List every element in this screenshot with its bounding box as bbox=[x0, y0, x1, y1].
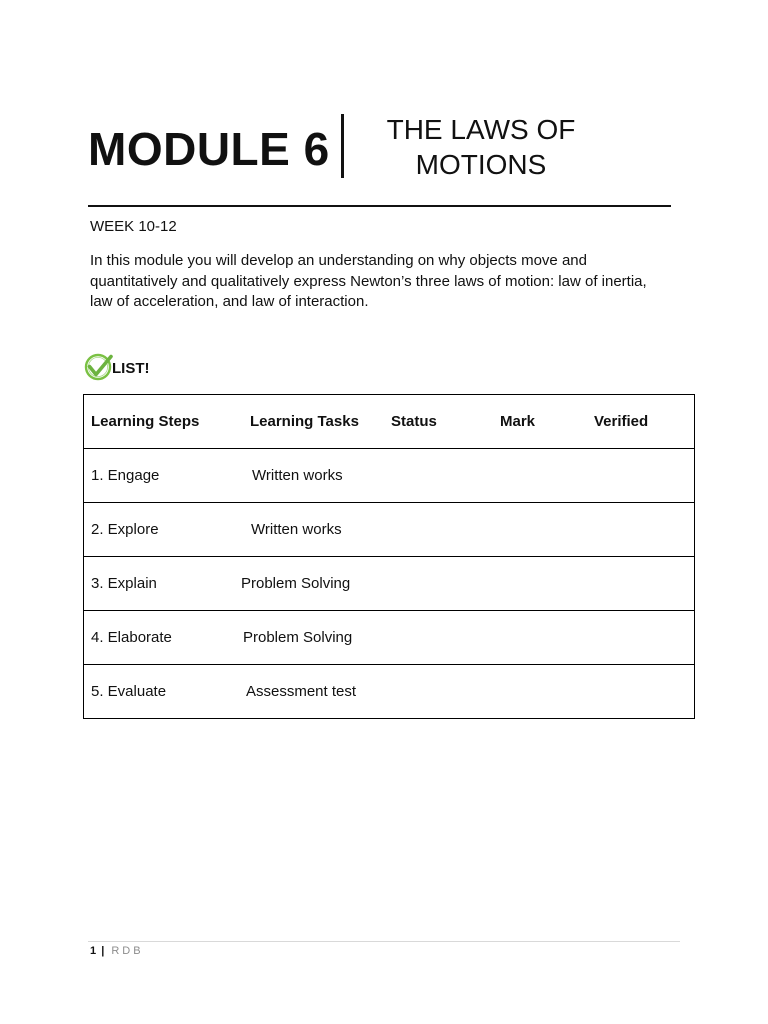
step-cell: 3. Explain bbox=[84, 557, 251, 611]
learning-steps-table bbox=[83, 394, 695, 719]
checkmark-circle-icon bbox=[84, 352, 114, 382]
title-divider bbox=[341, 114, 344, 178]
module-title: MODULE 6 bbox=[88, 123, 330, 175]
checklist-heading bbox=[84, 351, 150, 383]
verified-cell bbox=[594, 611, 695, 665]
checklist-label: LIST! bbox=[112, 359, 150, 377]
mark-cell bbox=[500, 503, 594, 557]
header-status: Status bbox=[391, 395, 500, 449]
verified-cell bbox=[594, 557, 695, 611]
verified-cell bbox=[594, 665, 695, 719]
table-row bbox=[84, 503, 695, 557]
verified-cell bbox=[594, 503, 695, 557]
mark-cell bbox=[500, 449, 594, 503]
task-cell: Problem Solving bbox=[250, 611, 391, 665]
step-cell: 1. Engage bbox=[84, 449, 251, 503]
week-label: WEEK 10-12 bbox=[90, 218, 177, 235]
page-footer bbox=[90, 944, 144, 958]
mark-cell bbox=[500, 611, 594, 665]
topic-title-line-1: THE LAWS OF bbox=[386, 114, 576, 145]
task-cell: Problem Solving bbox=[250, 557, 391, 611]
table-row bbox=[84, 449, 695, 503]
header-rule bbox=[88, 205, 671, 207]
header-mark: Mark bbox=[500, 395, 594, 449]
table-row bbox=[84, 611, 695, 665]
step-cell: 5. Evaluate bbox=[84, 665, 251, 719]
status-cell bbox=[391, 503, 500, 557]
status-cell bbox=[391, 449, 500, 503]
table-row bbox=[84, 665, 695, 719]
footer-author: RDB bbox=[111, 945, 144, 957]
header-learning-tasks: Learning Tasks bbox=[250, 395, 391, 449]
task-cell: Written works bbox=[250, 449, 391, 503]
task-cell: Assessment test bbox=[250, 665, 391, 719]
header-verified: Verified bbox=[594, 395, 695, 449]
footer-separator: | bbox=[101, 945, 105, 957]
task-cell: Written works bbox=[250, 503, 391, 557]
status-cell bbox=[391, 611, 500, 665]
topic-title-line-2: MOTIONS bbox=[415, 149, 547, 180]
table-header-row bbox=[84, 395, 695, 449]
header-learning-steps: Learning Steps bbox=[84, 395, 251, 449]
page-number: 1 bbox=[90, 945, 97, 957]
status-cell bbox=[391, 665, 500, 719]
table-row bbox=[84, 557, 695, 611]
verified-cell bbox=[594, 449, 695, 503]
topic-title bbox=[356, 112, 606, 182]
step-cell: 4. Elaborate bbox=[84, 611, 251, 665]
footer-rule bbox=[88, 941, 680, 942]
step-cell: 2. Explore bbox=[84, 503, 251, 557]
mark-cell bbox=[500, 557, 594, 611]
intro-paragraph: In this module you will develop an understanding on why objects move and quantitatively and qualitatively express Newton’s three laws of motion: law of inertia, law of acceleration, and law of interaction. bbox=[90, 252, 647, 310]
status-cell bbox=[391, 557, 500, 611]
mark-cell bbox=[500, 665, 594, 719]
